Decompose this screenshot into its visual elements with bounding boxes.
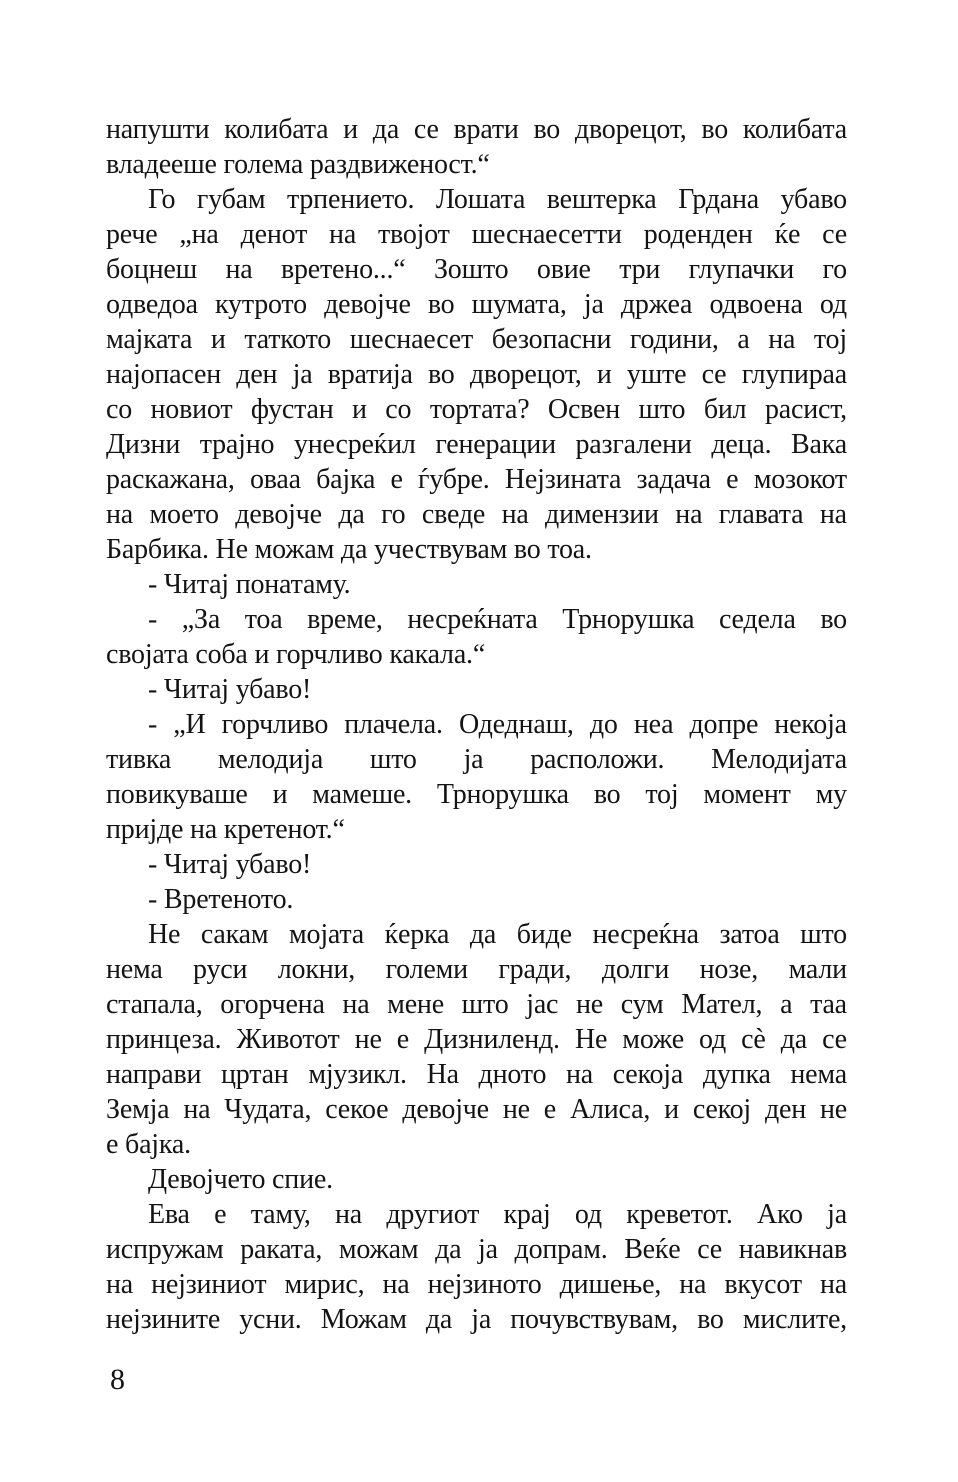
text-line: боцнеш на вретено...“ Зошто овие три глупачки го xyxy=(106,254,847,285)
paragraph xyxy=(106,847,847,882)
text-line: мајката и таткото шеснаесет безопасни години, а на тој xyxy=(106,324,847,355)
text-line: - Вретеното. xyxy=(148,884,294,915)
paragraph xyxy=(106,1197,847,1337)
text-line: најопасен ден ја вратија во дворецот, и уште се глупираа xyxy=(106,359,847,390)
text-line: испружам раката, можам да ја допрам. Веќе се навикнав xyxy=(106,1234,847,1265)
text-line: пријде на кретенот.“ xyxy=(106,814,345,845)
text-line: - Читај понатаму. xyxy=(148,569,351,600)
text-line: - Читај убаво! xyxy=(148,849,312,880)
text-line: Не сакам мојата ќерка да биде несреќна затоа што xyxy=(148,919,847,950)
text-block xyxy=(106,112,847,1337)
paragraph xyxy=(106,112,847,182)
text-line: Девојчето спие. xyxy=(148,1164,333,1195)
text-line: владееше голема раздвиженост.“ xyxy=(106,149,490,180)
text-line: нема руси локни, големи гради, долги нозе, мали xyxy=(106,954,847,985)
text-line: Го губам трпението. Лошата вештерка Грдана убаво xyxy=(148,184,847,215)
text-line: својата соба и горчливо какала.“ xyxy=(106,639,486,670)
text-line: на моето девојче да го сведе на димензии на главата на xyxy=(106,499,847,530)
text-line: е бајка. xyxy=(106,1129,191,1160)
paragraph xyxy=(106,602,847,672)
text-line: Дизни трајно унесреќил генерации разгалени деца. Вака xyxy=(106,429,847,460)
text-line: - „И горчливо плачела. Одеднаш, до неа допре некоја xyxy=(148,709,847,740)
text-line: Барбика. Не можам да учествувам во тоа. xyxy=(106,534,592,565)
paragraph xyxy=(106,672,847,707)
text-line: рече „на денот на твојот шеснаесетти роденден ќе се xyxy=(106,219,847,250)
text-line: - „За тоа време, несреќната Трнорушка седела во xyxy=(148,604,847,635)
text-line: принцеза. Животот не е Дизниленд. Не може од сѐ да се xyxy=(106,1024,847,1055)
text-line: одведоа кутрото девојче во шумата, ја држеа одвоена од xyxy=(106,289,847,320)
text-line: нејзините усни. Можам да ја почувствувам, во мислите, xyxy=(106,1304,847,1335)
text-line: Земја на Чудата, секое девојче не е Алиса, и секој ден не xyxy=(106,1094,847,1125)
page-number: 8 xyxy=(110,1363,125,1396)
text-line: Ева е таму, на другиот крај од креветот. Ако ја xyxy=(148,1199,847,1230)
paragraph xyxy=(106,567,847,602)
text-line: напушти колибата и да се врати во дворецот, во колибата xyxy=(106,114,847,145)
text-line: стапала, огорчена на мене што јас не сум Мател, а таа xyxy=(106,989,847,1020)
paragraph xyxy=(106,182,847,567)
text-line: направи цртан мјузикл. На дното на секоја дупка нема xyxy=(106,1059,847,1090)
text-line: тивка мелодија што ја расположи. Мелодијата xyxy=(106,744,847,775)
text-line: - Читај убаво! xyxy=(148,674,312,705)
paragraph xyxy=(106,707,847,847)
text-line: раскажана, оваа бајка е ѓубре. Нејзината задача е мозокот xyxy=(106,464,847,495)
paragraph xyxy=(106,917,847,1162)
text-line: на нејзиниот мирис, на нејзиното дишење, на вкусот на xyxy=(106,1269,847,1300)
text-line: со новиот фустан и со тортата? Освен што бил расист, xyxy=(106,394,847,425)
paragraph xyxy=(106,1162,847,1197)
paragraph xyxy=(106,882,847,917)
text-line: повикуваше и мамеше. Трнорушка во тој момент му xyxy=(106,779,847,810)
